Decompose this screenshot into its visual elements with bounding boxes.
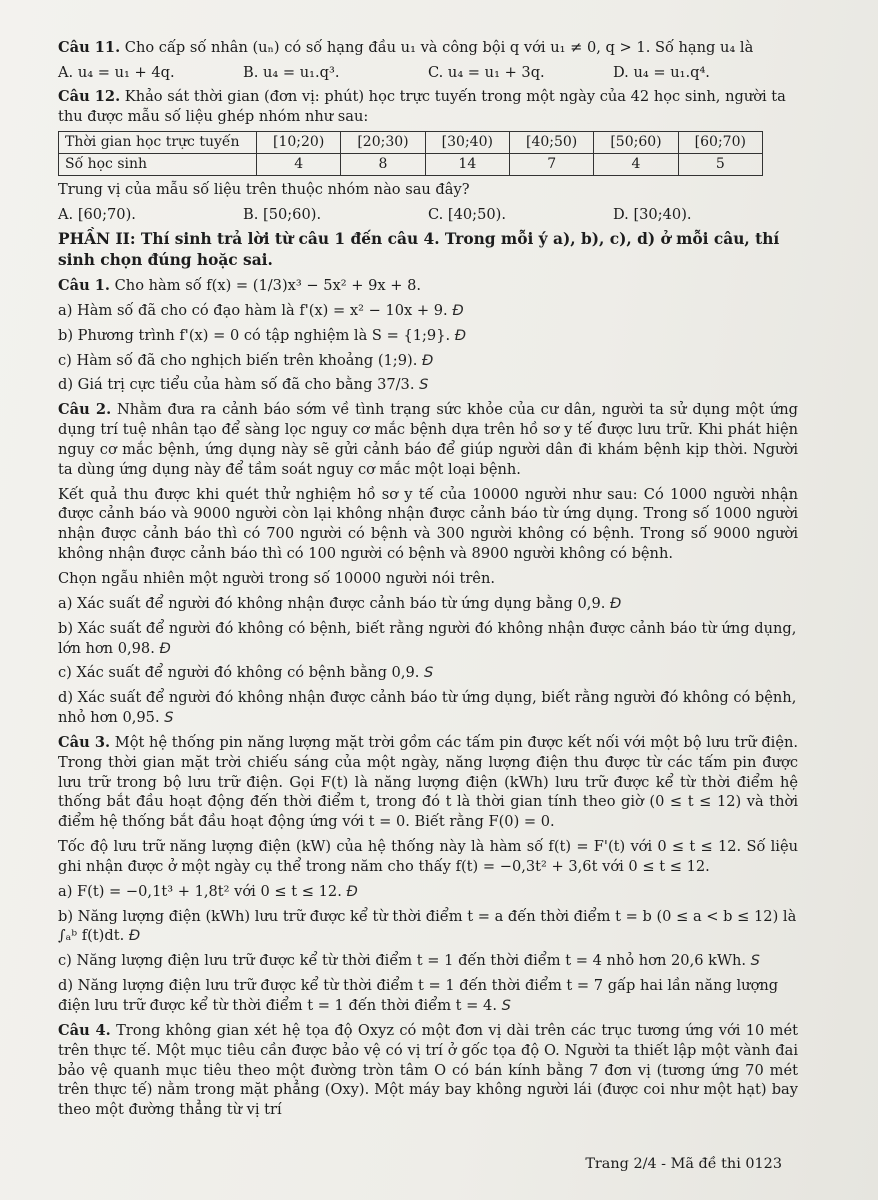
statement-text: d) Xác suất để người đó không nhận được cảnh báo từ ứng dụng, biết rằng người đó không có bệnh, nhỏ hơn 0,95. bbox=[58, 689, 797, 727]
handwritten-mark: Đ bbox=[610, 594, 622, 612]
list-item bbox=[58, 594, 798, 614]
list-item bbox=[58, 301, 798, 321]
part2-question-4 bbox=[58, 1021, 798, 1120]
list-item bbox=[58, 688, 798, 728]
part-2-heading: PHẦN II: Thí sinh trả lời từ câu 1 đến câu 4. Trong mỗi ý a), b), c), d) ở mỗi câu, thí sinh chọn đúng hoặc sai. bbox=[58, 230, 780, 270]
grouped-data-table bbox=[58, 131, 763, 176]
table-row-counts bbox=[59, 154, 763, 176]
table-cell: 4 bbox=[594, 154, 678, 176]
statement-text: c) Hàm số đã cho nghịch biến trên khoảng (1;9). bbox=[58, 351, 418, 369]
q11-option-c: C. u₄ = u₁ + 3q. bbox=[428, 63, 545, 81]
handwritten-mark: S bbox=[750, 952, 760, 970]
handwritten-mark: Đ bbox=[128, 927, 141, 945]
question-11-text: Cho cấp số nhân (uₙ) có số hạng đầu u₁ và công bội q với u₁ ≠ 0, q > 1. Số hạng u₄ là bbox=[124, 39, 754, 56]
statement-text: a) Xác suất để người đó không nhận được cảnh báo từ ứng dụng bằng 0,9. bbox=[58, 594, 606, 612]
part2-q1-text: Cho hàm số f(x) = (1/3)x³ − 5x² + 9x + 8. bbox=[114, 277, 422, 294]
statement-text: a) F(t) = −0,1t³ + 1,8t² với 0 ≤ t ≤ 12. bbox=[58, 882, 342, 900]
part2-q3-label: Câu 3. bbox=[58, 733, 111, 751]
q12-option-d: D. [30;40). bbox=[613, 206, 692, 224]
table-cell: [30;40) bbox=[425, 132, 509, 154]
list-item bbox=[58, 351, 798, 371]
part2-q4-text: Trong không gian xét hệ tọa độ Oxyz có một đơn vị dài trên các trục tương ứng với 10 mét trên thực tế. Một mục tiêu cần được bảo vệ có vị trí ở gốc tọa độ O. Người ta thiết lập một vành đai bảo vệ quanh mục tiêu theo một đường tròn tâm O có bán kính bằng 7 đơn vị (tương ứng 70 mét trên thực tế) nằm trong mặt phẳng (Oxy). Một máy bay không người lái (được coi như một hạt) bay theo một đường thẳng từ vị trí bbox=[58, 1021, 799, 1119]
table-cell: [60;70) bbox=[678, 132, 762, 154]
list-item bbox=[58, 882, 798, 902]
table-cell: 7 bbox=[509, 154, 593, 176]
list-item bbox=[58, 619, 798, 659]
statement-text: a) Hàm số đã cho có đạo hàm là f'(x) = x² − 10x + 9. bbox=[58, 301, 448, 319]
page-footer: Trang 2/4 - Mã đề thi 0123 bbox=[585, 1156, 782, 1172]
question-11-options bbox=[58, 63, 798, 83]
part2-q2-p3: Chọn ngẫu nhiên một người trong số 10000 người nói trên. bbox=[58, 569, 495, 587]
part2-q4-label: Câu 4. bbox=[58, 1021, 111, 1039]
question-12-after: Trung vị của mẫu số liệu trên thuộc nhóm nào sau đây? bbox=[58, 181, 470, 199]
question-12-options bbox=[58, 205, 798, 225]
table-header-students: Số học sinh bbox=[59, 154, 257, 176]
question-11 bbox=[58, 38, 798, 58]
document-body bbox=[58, 38, 798, 1125]
statement-text: d) Giá trị cực tiểu của hàm số đã cho bằng 37/3. bbox=[58, 376, 415, 394]
handwritten-mark: S bbox=[424, 664, 434, 682]
question-11-label: Câu 11. bbox=[58, 39, 121, 56]
handwritten-mark: Đ bbox=[454, 326, 467, 344]
handwritten-mark: Đ bbox=[346, 882, 358, 900]
table-cell: 14 bbox=[425, 154, 509, 176]
table-cell: [50;60) bbox=[594, 132, 678, 154]
table-cell: [10;20) bbox=[257, 132, 341, 154]
list-item bbox=[58, 951, 798, 971]
part2-question-2 bbox=[58, 400, 798, 479]
handwritten-mark: Đ bbox=[421, 351, 434, 369]
part2-q2-p1: Nhằm đưa ra cảnh báo sớm về tình trạng sức khỏe của cư dân, người ta sử dụng một ứng dụng trí tuệ nhân tạo để sàng lọc nguy cơ mắc bệnh dựa trên hồ sơ y tế được lưu trữ. Khi phát hiện nguy cơ mắc bệnh, ứng dụng này sẽ gửi cảnh báo để giúp người dân đi khám bệnh kịp thời. Người ta dùng ứng dụng này để tầm soát nguy cơ mắc một loại bệnh. bbox=[58, 401, 799, 478]
list-item bbox=[58, 907, 798, 947]
question-12-label: Câu 12. bbox=[58, 87, 121, 105]
table-cell: 4 bbox=[257, 154, 341, 176]
table-cell: 5 bbox=[678, 154, 762, 176]
handwritten-mark: Đ bbox=[159, 639, 171, 657]
list-item bbox=[58, 976, 798, 1016]
table-header-time: Thời gian học trực tuyến bbox=[59, 132, 257, 154]
q11-option-a: A. u₄ = u₁ + 4q. bbox=[58, 63, 175, 81]
handwritten-mark: Đ bbox=[452, 301, 464, 319]
list-item bbox=[58, 663, 798, 683]
list-item bbox=[58, 326, 798, 346]
part2-q2-label: Câu 2. bbox=[58, 401, 112, 419]
table-cell: [40;50) bbox=[509, 132, 593, 154]
handwritten-mark: S bbox=[419, 376, 429, 394]
handwritten-mark: S bbox=[501, 997, 511, 1014]
question-12 bbox=[58, 87, 798, 127]
statement-text: c) Xác suất để người đó không có bệnh bằng 0,9. bbox=[58, 664, 420, 682]
statement-text: b) Năng lượng điện (kWh) lưu trữ được kể từ thời điểm t = a đến thời điểm t = b (0 ≤ a < b ≤ 12) là ∫ₐᵇ f(t)dt. bbox=[58, 907, 797, 945]
q11-option-b: B. u₄ = u₁.q³. bbox=[243, 63, 340, 81]
part2-q3-p2: Tốc độ lưu trữ năng lượng điện (kW) của hệ thống này là hàm số f(t) = F'(t) với 0 ≤ t ≤ 12. Số liệu ghi nhận được ở một ngày cụ thể trong năm cho thấy f(t) = −0,3t² + 3,6t với 0 ≤ t ≤ 12. bbox=[58, 838, 798, 875]
q12-option-b: B. [50;60). bbox=[243, 206, 322, 224]
list-item bbox=[58, 375, 798, 395]
statement-text: d) Năng lượng điện lưu trữ được kể từ thời điểm t = 1 đến thời điểm t = 7 gấp hai lần năng lượng điện lưu trữ được kể từ thời điểm t = 1 đến thời điểm t = 4. bbox=[58, 977, 779, 1014]
table-row-intervals bbox=[59, 132, 763, 154]
part2-question-3 bbox=[58, 733, 798, 832]
part2-q2-p2: Kết quả thu được khi quét thử nghiệm hồ sơ y tế của 10000 người như sau: Có 1000 người nhận được cảnh báo và 9000 người còn lại không nhận được cảnh báo từ ứng dụng. Trong số 1000 người nhận được cảnh báo thì có 700 người có bệnh và 300 người không có bệnh. Trong số 9000 người không nhận được cảnh báo thì có 100 người có bệnh và 8900 người không có bệnh. bbox=[58, 485, 798, 563]
part2-question-1 bbox=[58, 276, 798, 296]
table-cell: [20;30) bbox=[341, 132, 425, 154]
table-cell: 8 bbox=[341, 154, 425, 176]
q12-option-c: C. [40;50). bbox=[428, 206, 507, 224]
statement-text: b) Phương trình f'(x) = 0 có tập nghiệm là S = {1;9}. bbox=[58, 326, 451, 344]
part2-q1-label: Câu 1. bbox=[58, 277, 110, 294]
handwritten-mark: S bbox=[164, 709, 174, 727]
q12-option-a: A. [60;70). bbox=[58, 206, 136, 224]
part2-q3-p1: Một hệ thống pin năng lượng mặt trời gồm các tấm pin được kết nối với một bộ lưu trữ điện. Trong thời gian mặt trời chiếu sáng của một ngày, năng lượng điện thu được từ các tấm pin được lưu trữ trong bộ lưu trữ điện. Gọi F(t) là năng lượng điện (kWh) lưu trữ được kể từ thời điểm hệ thống bắt đầu hoạt động đến thời điểm t, trong đó t là thời gian tính theo giờ (0 ≤ t ≤ 12) và thời điểm hệ thống bắt đầu hoạt động ứng với t = 0. Biết rằng F(0) = 0. bbox=[58, 733, 799, 831]
statement-text: b) Xác suất để người đó không có bệnh, biết rằng người đó không nhận được cảnh báo từ ứng dụng, lớn hơn 0,98. bbox=[58, 619, 797, 657]
statement-text: c) Năng lượng điện lưu trữ được kể từ thời điểm t = 1 đến thời điểm t = 4 nhỏ hơn 20,6 kWh. bbox=[58, 952, 747, 970]
q11-option-d: D. u₄ = u₁.q⁴. bbox=[613, 63, 710, 81]
question-12-text: Khảo sát thời gian (đơn vị: phút) học trực tuyến trong một ngày của 42 học sinh, người ta thu được mẫu số liệu ghép nhóm như sau: bbox=[58, 87, 786, 125]
